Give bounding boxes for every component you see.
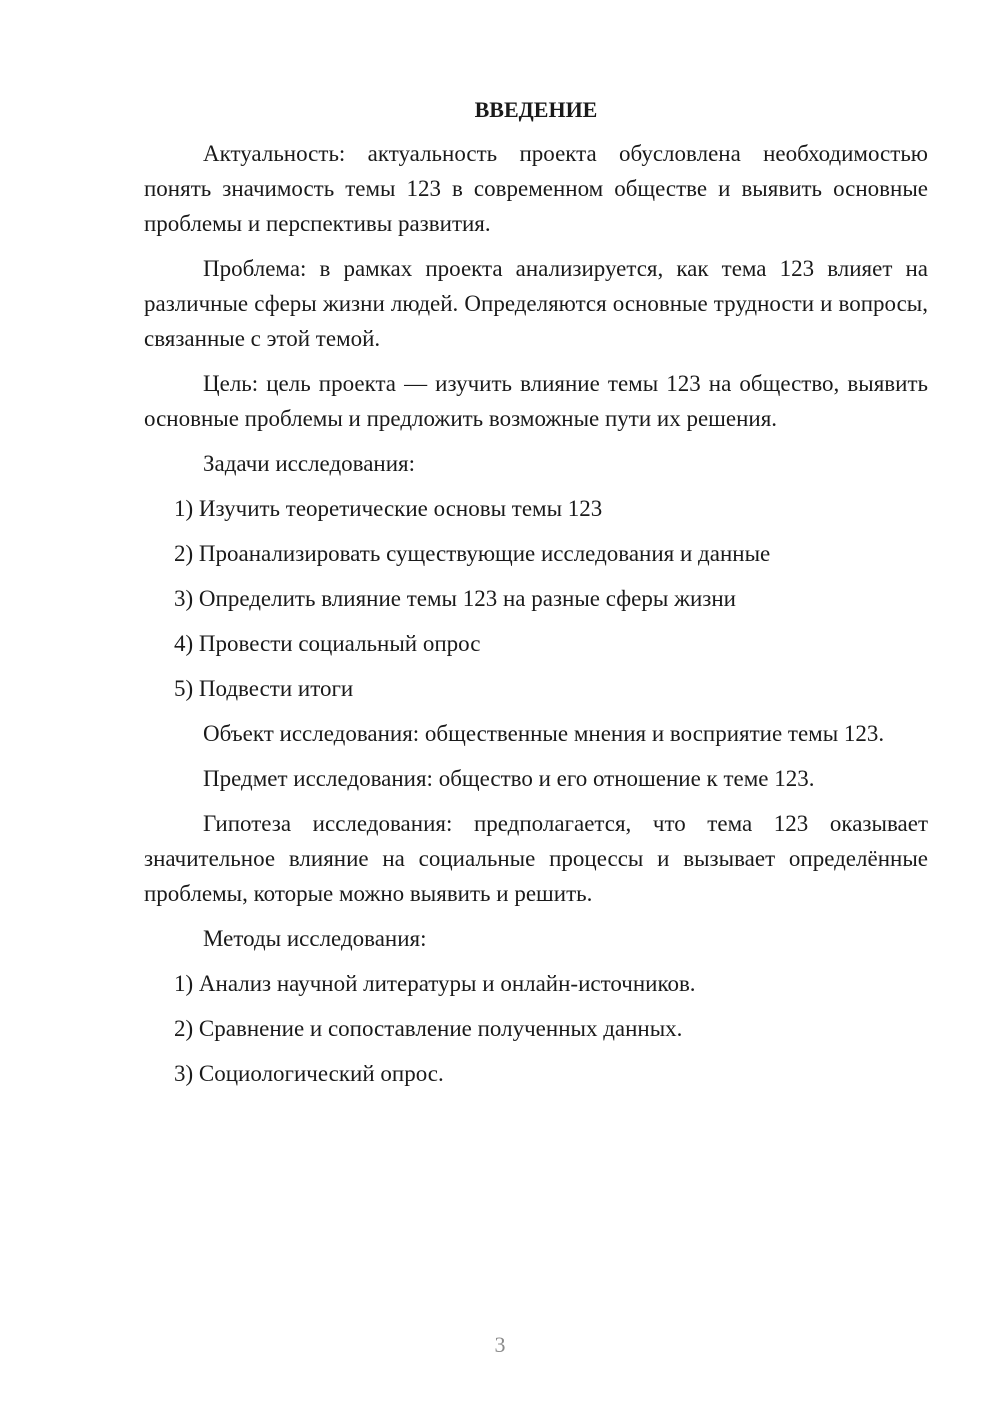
page-number: 3 (494, 1332, 506, 1357)
problem-paragraph: Проблема: в рамках проекта анализируется, как тема 123 влияет на различные сферы жизни людей. Определяются основные трудности и вопросы, связанные с этой темой. (144, 256, 928, 351)
task-item: 3) Определить влияние темы 123 на разные сферы жизни (174, 586, 736, 611)
object-paragraph: Объект исследования: общественные мнения и восприятие темы 123. (203, 721, 885, 746)
method-item: 3) Социологический опрос. (174, 1061, 444, 1086)
task-item: 5) Подвести итоги (174, 676, 354, 701)
tasks-heading: Задачи исследования: (203, 451, 416, 476)
relevance-paragraph: Актуальность: актуальность проекта обусловлена необходимостью понять значимость темы 123 в современном обществе и выявить основные проблемы и перспективы развития. (144, 141, 928, 236)
document-page (144, 92, 928, 1101)
goal-paragraph: Цель: цель проекта — изучить влияние темы 123 на общество, выявить основные проблемы и предложить возможные пути их решения. (144, 371, 928, 431)
methods-heading: Методы исследования: (203, 926, 427, 951)
method-item: 1) Анализ научной литературы и онлайн-источников. (174, 971, 696, 996)
subject-paragraph: Предмет исследования: общество и его отношение к теме 123. (203, 766, 815, 791)
task-item: 2) Проанализировать существующие исследования и данные (174, 541, 771, 566)
task-item: 1) Изучить теоретические основы темы 123 (174, 496, 603, 521)
hypothesis-paragraph: Гипотеза исследования: предполагается, что тема 123 оказывает значительное влияние на социальные процессы и вызывает определённые проблемы, которые можно выявить и решить. (144, 811, 928, 906)
method-item: 2) Сравнение и сопоставление полученных данных. (174, 1016, 683, 1041)
task-item: 4) Провести социальный опрос (174, 631, 481, 656)
page-title: ВВЕДЕНИЕ (474, 97, 598, 122)
